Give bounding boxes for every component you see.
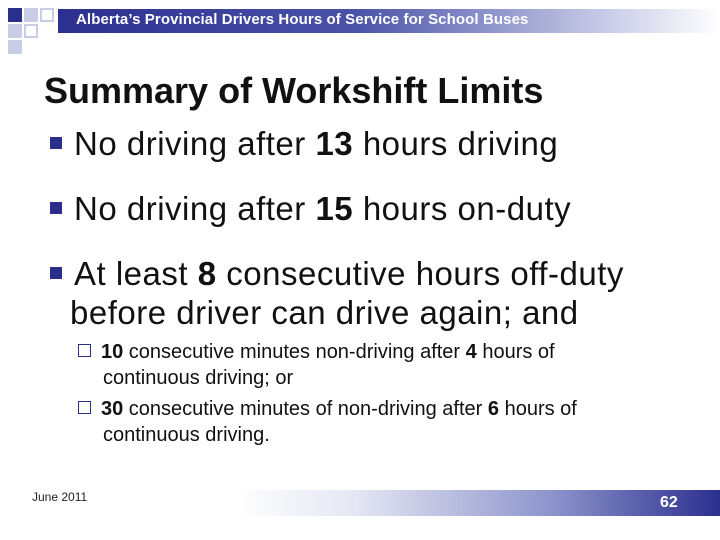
hollow-square-bullet-icon <box>78 344 91 357</box>
bullet-item <box>50 125 558 163</box>
square-bullet-icon <box>50 202 62 214</box>
sub-bullet-item: 30 consecutive minutes of non-driving after 6 hours of <box>78 398 577 421</box>
footer-bar <box>234 490 720 516</box>
sub-bullet-continuation: continuous driving. <box>103 424 270 446</box>
corner-square-decoration <box>40 8 54 22</box>
page-number: 62 <box>660 494 678 511</box>
header-title: Alberta’s Provincial Drivers Hours of Service for School Buses <box>76 11 529 28</box>
sub-bullet-continuation: continuous driving; or <box>103 367 294 389</box>
slide-title: Summary of Workshift Limits <box>44 70 544 111</box>
bullet-text: No driving after 15 hours on-duty <box>74 190 572 227</box>
corner-square-decoration <box>8 24 22 38</box>
corner-square-decoration <box>8 8 22 22</box>
square-bullet-icon <box>50 137 62 149</box>
bullet-text: At least 8 consecutive hours off-duty <box>74 255 624 292</box>
bullet-text: No driving after 13 hours driving <box>74 125 559 162</box>
bullet-item <box>50 255 624 293</box>
bullet-text-continuation: before driver can drive again; and <box>70 294 579 331</box>
bullet-item <box>50 190 571 228</box>
corner-square-decoration <box>24 24 38 38</box>
footer-date: June 2011 <box>32 490 88 504</box>
hollow-square-bullet-icon <box>78 401 91 414</box>
sub-bullet-item: 10 consecutive minutes non-driving after 4 hours of <box>78 341 555 364</box>
corner-square-decoration <box>8 40 22 54</box>
square-bullet-icon <box>50 267 62 279</box>
corner-square-decoration <box>24 8 38 22</box>
